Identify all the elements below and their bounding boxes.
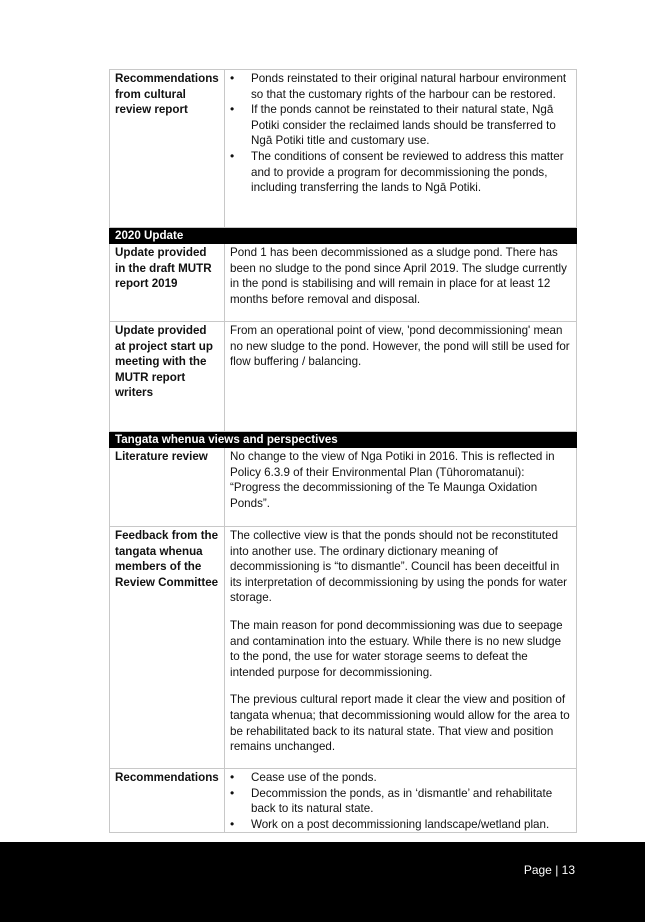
row-label: Feedback from the tangata whenua members of the Review Committee (110, 527, 225, 769)
row-content: Pond 1 has been decommissioned as a sludge pond. There has been no sludge to the pond since April 2019. The sludge currently in the pond is stabilising and will remain in place for at least 12 months before removal and disposal. (225, 244, 577, 322)
row-content (225, 527, 577, 769)
row-content: No change to the view of Nga Potiki in 2016. This is reflected in Policy 6.3.9 of their Environmental Plan (Tūhoromatanui): “Progress the decommissioning of the Te Maunga Oxidation Ponds”. (225, 448, 577, 527)
document-table (109, 69, 577, 833)
bullet-item: • Cease use of the ponds. (251, 770, 571, 786)
section-title: Tangata whenua views and perspectives (110, 432, 577, 448)
bullet-list (230, 770, 571, 832)
table-row (110, 244, 577, 322)
paragraph: The collective view is that the ponds should not be reconstituted into another use. The ordinary dictionary meaning of decommissioning is “to dismantle”. Council has been deceitful in its interpretation of decommissioning by using the ponds for water storage. (230, 529, 568, 605)
paragraph: The main reason for pond decommissioning was due to seepage and contamination into the estuary. While there is no new sludge to the pond, the use for water storage seems to defeat the intended purpose for decommissioning. (230, 618, 563, 679)
table-row (110, 769, 577, 833)
paragraph: The previous cultural report made it clear the view and position of tangata whenua; that decommissioning would allow for the area to be rehabilitated back to its natural state. That view and position remains unchanged. (230, 693, 570, 754)
page-number: Page | 13 (523, 863, 575, 877)
table-row (110, 448, 577, 527)
page-footer (0, 842, 645, 922)
row-label: Update provided in the draft MUTR report 2019 (110, 244, 225, 322)
bullet-item: • Work on a post decommissioning landscape/wetland plan. (251, 817, 571, 833)
row-label: Literature review (110, 448, 225, 527)
bullet-list (230, 71, 571, 196)
row-label: Recommendations (110, 769, 225, 833)
row-content (225, 70, 577, 228)
section-title: 2020 Update (110, 228, 577, 244)
bullet-item: • Ponds reinstated to their original natural harbour environment so that the customary rights of the harbour can be restored. (251, 71, 571, 102)
bullet-item: • Decommission the ponds, as in ‘dismantle’ and rehabilitate back to its natural state. (251, 786, 571, 817)
row-label: Update provided at project start up meeting with the MUTR report writers (110, 322, 225, 432)
table-row (110, 527, 577, 769)
row-content (225, 769, 577, 833)
row-content: From an operational point of view, 'pond decommissioning' mean no new sludge to the pond. However, the pond will still be used for flow buffering / balancing. (225, 322, 577, 432)
section-header-row (110, 228, 577, 244)
bullet-item: • If the ponds cannot be reinstated to their natural state, Ngā Potiki consider the reclaimed lands should be transferred to Ngā Potiki title and customary use. (251, 102, 571, 149)
bullet-item: • The conditions of consent be reviewed to address this matter and to provide a program for decommissioning the ponds, including transferring the lands to Ngā Potiki. (251, 149, 571, 196)
row-label: Recommendations from cultural review report (110, 70, 225, 228)
table-row (110, 322, 577, 432)
section-header-row (110, 432, 577, 448)
table-row (110, 70, 577, 228)
